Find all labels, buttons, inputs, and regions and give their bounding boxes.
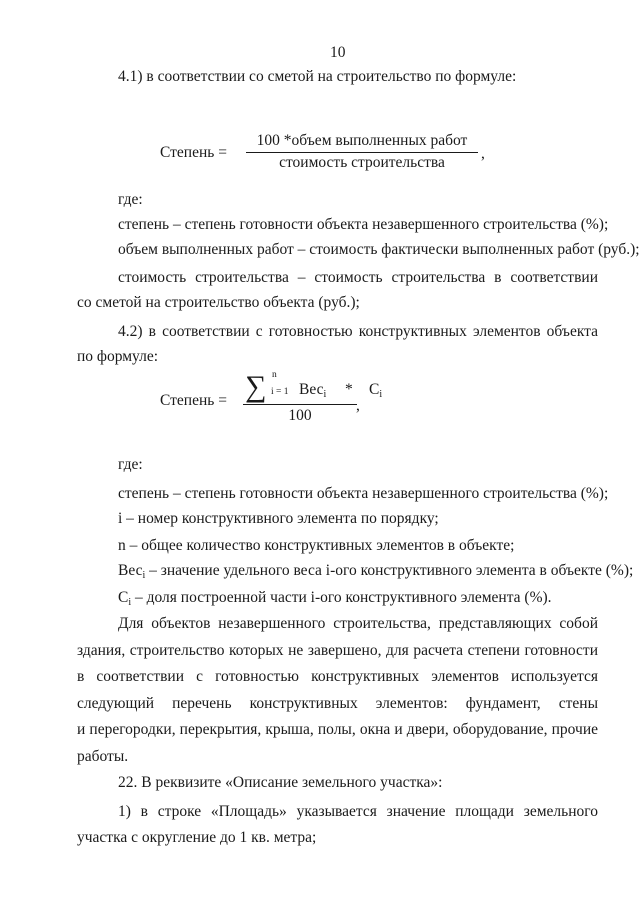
term-weight: Вес [299,381,324,398]
paragraph-last-line: работы. [77,748,129,765]
formula-2-comma: , [356,397,360,414]
definition-1c-line1: стоимость строительства – стоимость строительства в соответствии [118,269,598,286]
definition-2e [118,589,552,608]
term-share-subscript: i [379,389,383,400]
item-4-1: 4.1) в соответствии со сметой на строительство по формуле: [118,68,517,85]
definition-2e-symbol: C [118,589,129,606]
paragraph-line: следующий перечень конструктивных элементов: фундамент, стены [77,695,598,712]
definition-2d-subscript: i [142,570,146,581]
formula-1-lhs: Степень = [160,144,227,161]
formula-2-denominator: 100 [288,407,312,424]
where-1: где: [118,191,143,208]
formula-1-numerator: 100 *объем выполненных работ [256,132,468,149]
formula-2-operator: * [345,381,353,398]
sum-upper-limit: n [272,370,277,380]
definition-2e-text: – доля построенной части i-ого конструктивного элемента (%). [131,589,552,606]
definition-2d-text: – значение удельного веса i-ого конструктивного элемента в объекте (%); [145,562,634,579]
formula-2-term2 [369,381,382,400]
definition-1a: степень – степень готовности объекта незавершенного строительства (%); [118,216,609,233]
paragraph-line: и перегородки, перекрытия, крыша, полы, окна и двери, оборудование, прочие [77,721,598,738]
definition-1b: объем выполненных работ – стоимость фактически выполненных работ (руб.); [118,241,640,258]
definition-2e-subscript: i [128,597,132,608]
item-22-1-line2: участка с округление до 1 кв. метра; [77,829,317,846]
item-22-1-line1: 1) в строке «Площадь» указывается значение площади земельного [118,803,598,820]
definition-2d [118,562,633,581]
formula-1-comma: , [481,145,485,162]
item-4-2-line1: 4.2) в соответствии с готовностью конструктивных элементов объекта [118,323,598,340]
formula-1-denominator: стоимость строительства [279,154,445,171]
definition-2a: степень – степень готовности объекта незавершенного строительства (%); [118,485,609,502]
term-share: C [369,381,380,398]
definition-2c: n – общее количество конструктивных элементов в объекте; [118,537,515,554]
definition-1c-line2: со сметой на строительство объекта (руб.); [77,294,360,311]
page-number: 10 [330,44,346,61]
paragraph-line: в соответствии с готовностью конструктивных элементов используется [77,668,598,685]
definition-2d-symbol: Вес [118,562,143,579]
sum-symbol: ∑ [245,370,267,403]
item-22: 22. В реквизите «Описание земельного участка»: [118,774,443,791]
formula-2-lhs: Степень = [160,392,227,409]
paragraph-line: Для объектов незавершенного строительства, представляющих собой [118,615,598,632]
formula-1-fraction-bar [246,152,478,153]
sum-lower-limit: i = 1 [271,387,289,397]
formula-2-fraction-bar [243,404,357,405]
paragraph-line: здания, строительство которых не завершено, для расчета степени готовности [77,642,598,659]
item-4-2-line2: по формуле: [77,348,159,365]
definition-2b: i – номер конструктивного элемента по порядку; [118,510,439,527]
where-2: где: [118,456,143,473]
formula-2-term1 [299,381,326,400]
term-weight-subscript: i [323,389,327,400]
